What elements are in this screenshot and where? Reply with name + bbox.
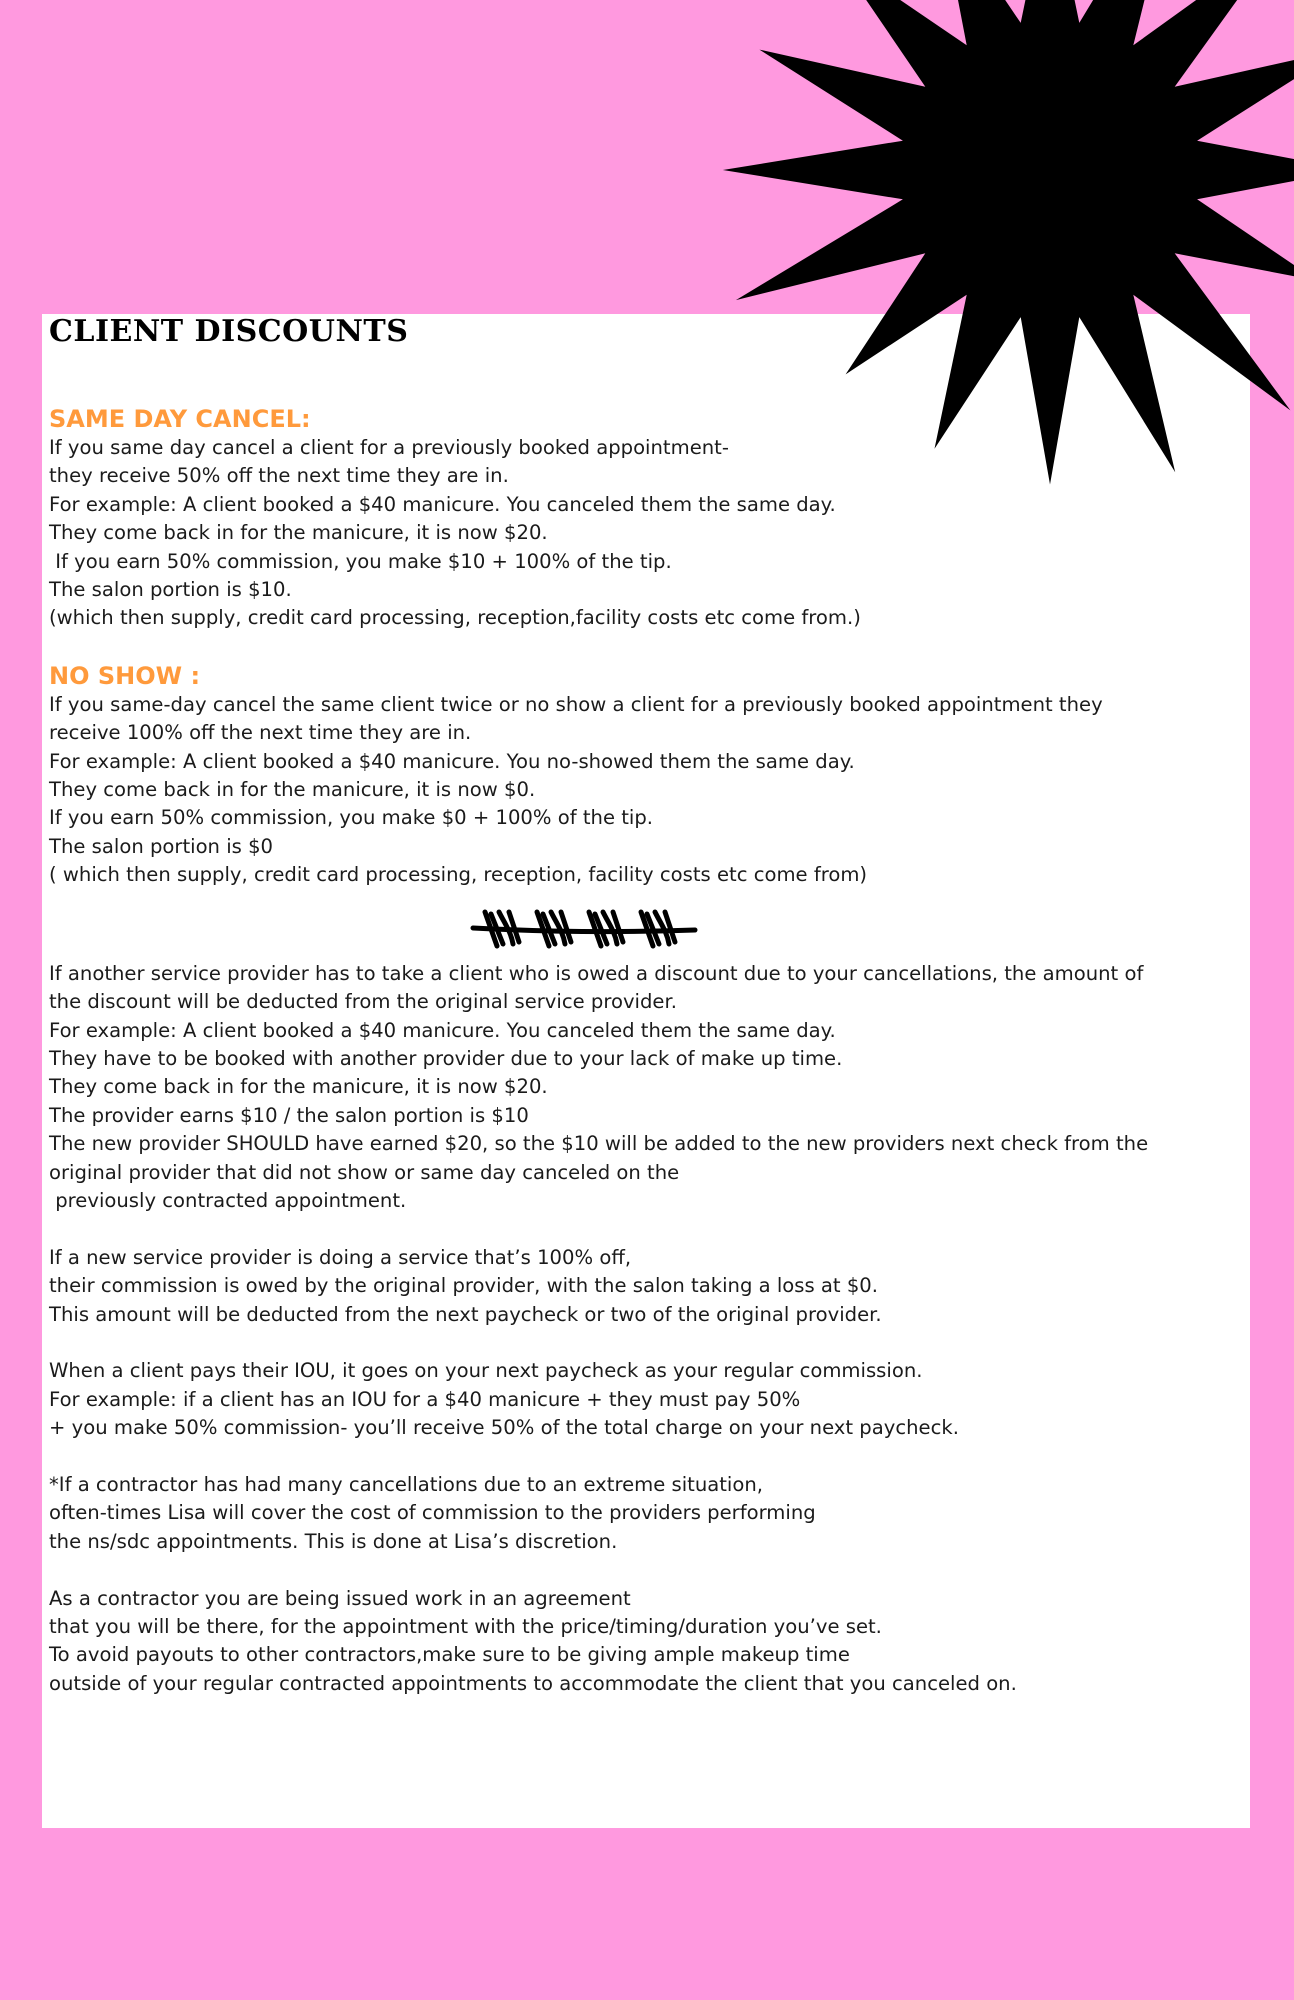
paragraph-line: previously contracted appointment. xyxy=(49,1188,407,1212)
hundred-off-section xyxy=(49,1244,1249,1329)
page-title: CLIENT DISCOUNTS xyxy=(49,314,409,349)
paragraph-line: They come back in for the manicure, it is now $20. xyxy=(49,1075,548,1099)
paragraph-line: the discount will be deducted from the original service provider. xyxy=(49,990,677,1014)
paragraph-line: If you earn 50% commission, you make $0 + 100% of the tip. xyxy=(49,806,654,830)
no-show-section xyxy=(49,661,1249,890)
paragraph-line: their commission is owed by the original provider, with the salon taking a loss at $0. xyxy=(49,1274,879,1298)
paragraph-line: the ns/sdc appointments. This is done at Lisa’s discretion. xyxy=(49,1529,618,1553)
paragraph-line: To avoid payouts to other contractors,make sure to be giving ample makeup time xyxy=(49,1643,850,1667)
paragraph-line: they receive 50% off the next time they are in. xyxy=(49,464,509,488)
paragraph-line: The salon portion is $0 xyxy=(49,834,274,858)
paragraph-line: The salon portion is $10. xyxy=(49,578,292,602)
paragraph-line: For example: A client booked a $40 manicure. You canceled them the same day. xyxy=(49,1018,836,1042)
paragraph-line: For example: if a client has an IOU for a $40 manicure + they must pay 50% xyxy=(49,1387,801,1411)
paragraph-line: If you same-day cancel the same client twice or no show a client for a previously booked appointment they xyxy=(49,692,1103,716)
paragraph-line: The new provider SHOULD have earned $20, so the $10 will be added to the new providers next check from the xyxy=(49,1132,1149,1156)
paragraph-line: If you earn 50% commission, you make $10 + 100% of the tip. xyxy=(49,549,672,573)
document-content xyxy=(49,312,1249,1698)
paragraph-line: They have to be booked with another provider due to your lack of make up time. xyxy=(49,1046,843,1070)
other-provider-section xyxy=(49,960,1249,1216)
paragraph-line: receive 100% off the next time they are in. xyxy=(49,721,472,745)
paragraph-line: + you make 50% commission- you’ll receive 50% of the total charge on your next paycheck. xyxy=(49,1416,959,1440)
no-show-heading: NO SHOW : xyxy=(49,661,201,690)
paragraph-line: ( which then supply, credit card processing, reception, facility costs etc come from) xyxy=(49,863,868,887)
paragraph-line: They come back in for the manicure, it is now $0. xyxy=(49,778,536,802)
extreme-situation-section xyxy=(49,1471,1249,1556)
paragraph-line: When a client pays their IOU, it goes on your next paycheck as your regular commission. xyxy=(49,1359,923,1383)
paragraph-line: This amount will be deducted from the next paycheck or two of the original provider. xyxy=(49,1302,882,1326)
paragraph-line: original provider that did not show or same day canceled on the xyxy=(49,1160,680,1184)
scribble-divider-icon xyxy=(469,904,699,954)
paragraph-line: (which then supply, credit card processing, reception,facility costs etc come from.) xyxy=(49,606,861,630)
paragraph-line: often-times Lisa will cover the cost of commission to the providers performing xyxy=(49,1501,816,1525)
paragraph-line: For example: A client booked a $40 manicure. You no-showed them the same day. xyxy=(49,749,855,773)
iou-section xyxy=(49,1357,1249,1442)
paragraph-line: *If a contractor has had many cancellations due to an extreme situation, xyxy=(49,1472,764,1496)
paragraph-line: outside of your regular contracted appointments to accommodate the client that you canceled on. xyxy=(49,1671,1017,1695)
paragraph-line: The provider earns $10 / the salon portion is $10 xyxy=(49,1103,529,1127)
paragraph-line: They come back in for the manicure, it is now $20. xyxy=(49,521,548,545)
paragraph-line: If a new service provider is doing a service that’s 100% off, xyxy=(49,1245,632,1269)
paragraph-line: For example: A client booked a $40 manicure. You canceled them the same day. xyxy=(49,492,836,516)
paragraph-line: that you will be there, for the appointment with the price/timing/duration you’ve set. xyxy=(49,1614,882,1638)
paragraph-line: If you same day cancel a client for a previously booked appointment- xyxy=(49,436,729,459)
paragraph-line: If another service provider has to take a client who is owed a discount due to your cancellations, the amount of xyxy=(49,961,1144,985)
same-day-cancel-heading: SAME DAY CANCEL: xyxy=(49,405,311,433)
agreement-section xyxy=(49,1585,1249,1699)
same-day-cancel-section xyxy=(49,404,1249,633)
paragraph-line: As a contractor you are being issued work in an agreement xyxy=(49,1586,631,1610)
